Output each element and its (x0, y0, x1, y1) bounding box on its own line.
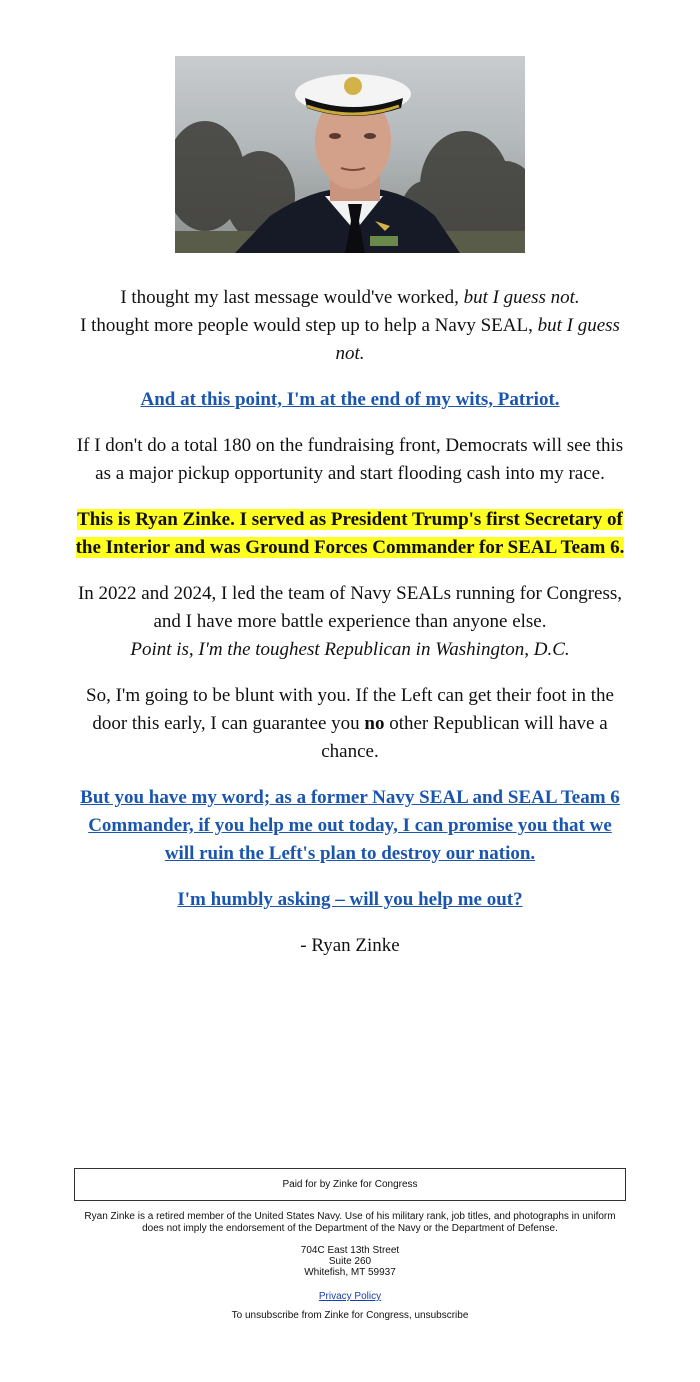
address-line-3: Whitefish, MT 59937 (304, 1267, 396, 1278)
footer (74, 1168, 626, 1321)
header-photo (175, 56, 525, 253)
experience-text: In 2022 and 2024, I led the team of Navy SEALs running for Congress, and I have more battle experience than anyone else. (77, 583, 623, 632)
mailing-address (74, 1245, 626, 1278)
link-paragraph-3 (74, 886, 626, 914)
intro-line-1: I thought my last message would've worked, (120, 287, 459, 308)
donate-link-promise[interactable]: But you have my word; as a former Navy SEAL and SEAL Team 6 Commander, if you help me out today, I can promise you that we will ruin the Left's plan to destroy our nation. (80, 787, 620, 864)
blunt-bold-word: no (364, 713, 385, 734)
portrait-photo-icon (175, 56, 525, 253)
intro-line-2-italic: but I guess not. (335, 315, 620, 364)
experience-paragraph (74, 580, 626, 664)
link-paragraph-2 (74, 784, 626, 868)
intro-paragraph (74, 284, 626, 368)
intro-line-1-italic: but I guess not. (463, 287, 580, 308)
highlighted-intro: This is Ryan Zinke. I served as President Trump's first Secretary of the Interior and was Ground Forces Commander for SEAL Team 6. (75, 509, 625, 558)
paid-for-box: Paid for by Zinke for Congress (74, 1168, 626, 1201)
address-line-2: Suite 260 (328, 1256, 372, 1267)
letter-body (74, 284, 626, 978)
military-disclaimer: Ryan Zinke is a retired member of the United States Navy. Use of his military rank, job titles, and photographs in uniform does not imply the endorsement of the Department of the Navy or the Department of Defense. (84, 1211, 616, 1234)
intro-line-2: I thought more people would step up to help a Navy SEAL, (80, 315, 533, 336)
blunt-paragraph (74, 682, 626, 766)
link-paragraph-1 (74, 386, 626, 414)
experience-italic: Point is, I'm the toughest Republican in Washington, D.C. (130, 639, 570, 660)
blunt-text-before: So, I'm going to be blunt with you. If the Left can get their foot in the door this early, I can guarantee you (86, 685, 614, 734)
address-line-1: 704C East 13th Street (300, 1245, 400, 1256)
unsubscribe-text: To unsubscribe from Zinke for Congress, unsubscribe (231, 1310, 469, 1321)
highlight-paragraph (74, 506, 626, 562)
signature: - Ryan Zinke (300, 935, 400, 956)
blunt-text-after: other Republican will have a chance. (321, 713, 608, 762)
privacy-row (74, 1291, 626, 1302)
privacy-policy-link[interactable]: Privacy Policy (318, 1291, 382, 1302)
fundraising-paragraph: If I don't do a total 180 on the fundraising front, Democrats will see this as a major pickup opportunity and start flooding cash into my race. (76, 435, 624, 484)
donate-link-end-of-wits[interactable]: And at this point, I'm at the end of my wits, Patriot. (140, 389, 560, 410)
donate-link-help-me-out[interactable]: I'm humbly asking – will you help me out? (177, 889, 523, 910)
